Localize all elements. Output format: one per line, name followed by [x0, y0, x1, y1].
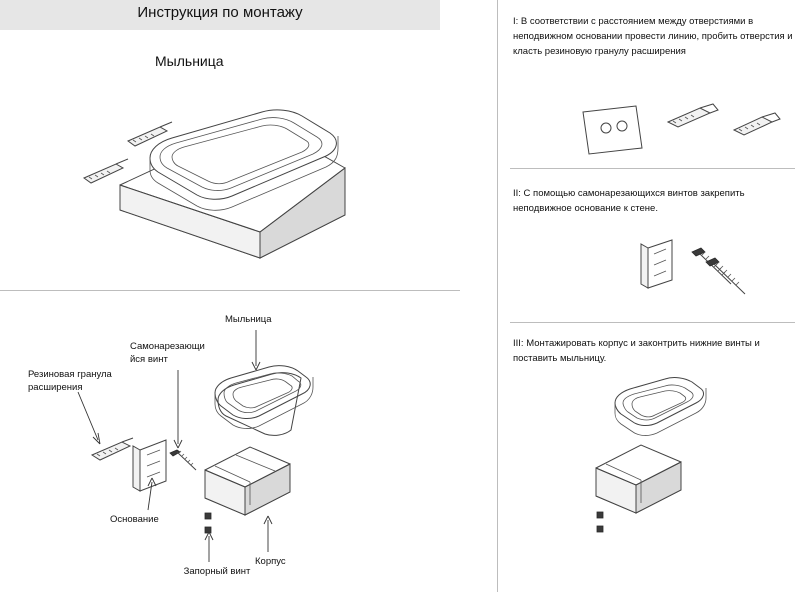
- step3-body: [596, 445, 681, 513]
- exploded-base: [133, 440, 166, 491]
- label-soap-dish: Мыльница: [225, 314, 272, 325]
- vertical-divider: [497, 0, 498, 592]
- step3-locking-screws: [597, 512, 603, 532]
- right-divider-1: [510, 168, 795, 169]
- step3-illustration: [596, 378, 706, 532]
- leader-base: [148, 482, 152, 510]
- exploded-self-tapping-screw: [170, 450, 196, 470]
- step-1-text: I: В соответствии с расстоянием между отверстиями в неподвижном основании провести линию, пробить отверстия и класть резиновую гранулу расширения: [513, 16, 793, 57]
- step1-granule-2: [734, 113, 780, 135]
- step1-illustration: [583, 104, 780, 154]
- product-title: Мыльница: [155, 53, 224, 69]
- exploded-granule: [92, 438, 133, 460]
- label-base: Основание: [110, 514, 159, 525]
- right-divider-2: [510, 322, 795, 323]
- anchor-2: [84, 159, 128, 183]
- label-rubber-granule: Резиновая гранула расширения: [28, 369, 112, 393]
- step2-screw-2: [706, 258, 745, 294]
- step2-screw-1: [692, 248, 731, 284]
- leader-granule: [78, 392, 98, 440]
- assembled-unit-illustration: [84, 110, 345, 258]
- step3-dish: [615, 378, 706, 436]
- step-2-text: II: С помощью самонарезающихся винтов закрепить неподвижное основание к стене.: [513, 188, 745, 214]
- exploded-locking-screw: [205, 513, 211, 533]
- label-body: Корпус: [255, 556, 286, 567]
- step1-granule: [668, 104, 718, 127]
- left-horizontal-divider: [0, 290, 460, 291]
- label-self-tapping-screw: Самонарезающи йся винт: [130, 341, 205, 365]
- page-title: Инструкция по монтажу: [137, 4, 303, 21]
- exploded-dish: [215, 366, 313, 436]
- exploded-body: [205, 447, 290, 515]
- step-3-text: III: Монтажировать корпус и законтрить нижние винты и поставить мыльницу.: [513, 338, 760, 364]
- step2-illustration: [641, 240, 745, 294]
- label-locking-screw: Запорный винт: [183, 566, 251, 577]
- anchor-1: [128, 122, 172, 146]
